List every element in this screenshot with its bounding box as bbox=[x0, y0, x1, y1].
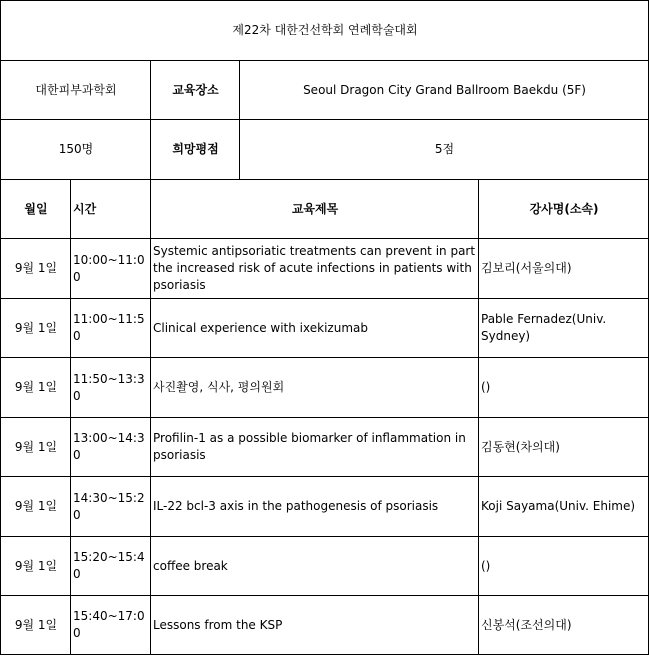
session-time: 11:00~11:50 bbox=[71, 299, 151, 358]
session-time: 11:50~13:30 bbox=[71, 358, 151, 418]
session-topic: Clinical experience with ixekizumab bbox=[151, 299, 479, 358]
venue-label: 교육장소 bbox=[151, 61, 240, 120]
session-topic: coffee break bbox=[151, 537, 479, 596]
session-date: 9월 1일 bbox=[1, 537, 71, 596]
session-date: 9월 1일 bbox=[1, 596, 71, 655]
session-time: 15:40~17:00 bbox=[71, 596, 151, 655]
header-speaker: 강사명(소속) bbox=[479, 180, 649, 239]
score-row bbox=[1, 120, 649, 180]
session-speaker: Pable Fernadez(Univ. Sydney) bbox=[479, 299, 649, 358]
header-time: 시간 bbox=[71, 180, 151, 239]
session-topic: Profilin-1 as a possible biomarker of inflammation in psoriasis bbox=[151, 418, 479, 477]
session-topic: IL-22 bcl-3 axis in the pathogenesis of psoriasis bbox=[151, 477, 479, 537]
header-topic: 교육제목 bbox=[151, 180, 479, 239]
table-row bbox=[1, 596, 649, 655]
capacity-cell: 150명 bbox=[1, 120, 151, 180]
session-speaker: 신봉석(조선의대) bbox=[479, 596, 649, 655]
header-date: 월일 bbox=[1, 180, 71, 239]
event-title: 제22차 대한건선학회 연례학술대회 bbox=[1, 1, 649, 61]
table-row bbox=[1, 537, 649, 596]
title-row bbox=[1, 1, 649, 61]
session-time: 10:00~11:00 bbox=[71, 239, 151, 299]
table-row bbox=[1, 477, 649, 537]
session-topic: Lessons from the KSP bbox=[151, 596, 479, 655]
session-time: 15:20~15:40 bbox=[71, 537, 151, 596]
session-date: 9월 1일 bbox=[1, 239, 71, 299]
table-row bbox=[1, 418, 649, 477]
score-value: 5점 bbox=[240, 120, 649, 180]
table-row bbox=[1, 239, 649, 299]
session-date: 9월 1일 bbox=[1, 477, 71, 537]
session-topic: 사진촬영, 식사, 평의원회 bbox=[151, 358, 479, 418]
header-row bbox=[1, 180, 649, 239]
session-speaker: () bbox=[479, 358, 649, 418]
session-time: 14:30~15:20 bbox=[71, 477, 151, 537]
session-speaker: 김보리(서울의대) bbox=[479, 239, 649, 299]
venue-value: Seoul Dragon City Grand Ballroom Baekdu (5F) bbox=[240, 61, 649, 120]
table-row bbox=[1, 299, 649, 358]
table-row bbox=[1, 358, 649, 418]
session-speaker: 김동현(차의대) bbox=[479, 418, 649, 477]
session-speaker: Koji Sayama(Univ. Ehime) bbox=[479, 477, 649, 537]
session-time: 13:00~14:30 bbox=[71, 418, 151, 477]
session-date: 9월 1일 bbox=[1, 418, 71, 477]
session-date: 9월 1일 bbox=[1, 358, 71, 418]
session-topic: Systemic antipsoriatic treatments can prevent in part the increased risk of acute infections in patients with psoriasis bbox=[151, 239, 479, 299]
score-label: 희망평점 bbox=[151, 120, 240, 180]
venue-row bbox=[1, 61, 649, 120]
organizer-cell: 대한피부과학회 bbox=[1, 61, 151, 120]
session-date: 9월 1일 bbox=[1, 299, 71, 358]
session-speaker: () bbox=[479, 537, 649, 596]
